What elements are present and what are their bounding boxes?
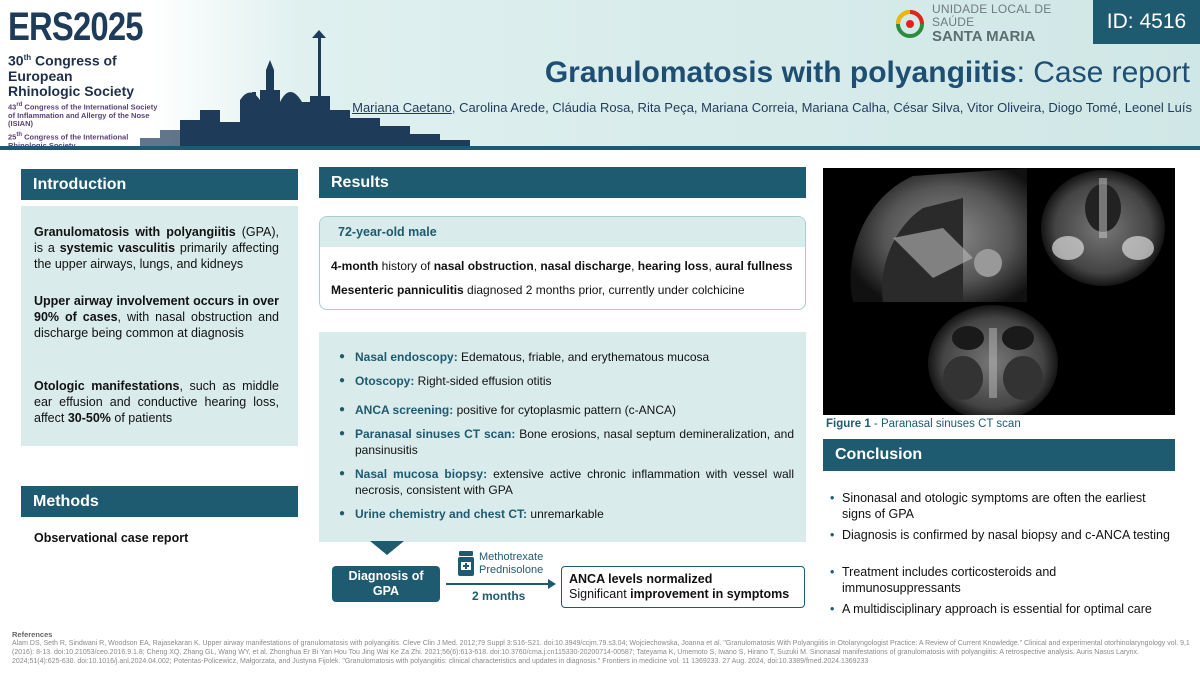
bullet-icon: •	[830, 528, 835, 542]
finding-label: Urine chemistry and chest CT:	[355, 507, 528, 521]
hospital-logo-icon	[896, 10, 924, 38]
ct-scan-figure	[823, 168, 1175, 415]
finding-item	[339, 426, 794, 458]
bullet-icon: •	[830, 602, 835, 616]
conclusion-item	[830, 601, 1175, 617]
poster-id-badge: ID: 4516	[1093, 0, 1200, 44]
hospital-logo	[896, 2, 1086, 45]
intro-p1-bold1: Granulomatosis with polyangiitis	[34, 225, 236, 239]
author-list	[352, 100, 1192, 115]
conclusion-text: Sinonasal and otologic symptoms are often the earliest signs of GPA	[842, 491, 1146, 521]
finding-text: unremarkable	[527, 507, 604, 521]
symptom-4: aural fullness	[715, 259, 793, 273]
conclusion-item	[830, 527, 1175, 543]
poster-title	[545, 56, 1190, 90]
sub2-ordinal-suffix: th	[16, 131, 23, 138]
bullet-icon: ●	[339, 508, 346, 519]
finding-label: Nasal mucosa biopsy:	[355, 467, 488, 481]
congress-ordinal-suffix: th	[23, 53, 32, 62]
finding-content	[355, 373, 552, 389]
ers-logo	[8, 6, 158, 150]
hospital-logo-text	[932, 3, 1086, 45]
finding-content	[355, 402, 676, 418]
congress-ordinal: 30	[8, 52, 24, 69]
finding-label: Nasal endoscopy:	[355, 350, 458, 364]
outcome-line2-text: Significant	[569, 587, 631, 601]
conclusion-text: A multidisciplinary approach is essential for optimal care	[842, 602, 1152, 616]
finding-label: ANCA screening:	[355, 403, 454, 417]
symptom-separator-1: ,	[533, 259, 541, 273]
sub1-text: Congress of the International Society of Inflammation and Allergy of the Nose (ISIAN)	[8, 102, 158, 129]
poster-title-rest: : Case report	[1016, 56, 1190, 89]
patient-summary-card	[319, 216, 806, 310]
bullet-icon: •	[830, 491, 835, 505]
symptom-separator-2: ,	[631, 259, 638, 273]
outcome-line1: ANCA levels normalized	[569, 572, 713, 586]
medication-1: Methotrexate	[479, 551, 544, 563]
diagnosis-box	[332, 566, 440, 602]
finding-text: extensive active chronic inflammation with vessel wall necrosis, consistent with GPA	[355, 467, 794, 497]
results-heading: Results	[319, 167, 806, 198]
sub1-ordinal: 43	[8, 102, 17, 112]
presenting-author: Mariana Caetano	[352, 100, 452, 115]
hospital-logo-line2: SANTA MARIA	[932, 28, 1036, 45]
history-duration: 4-month	[331, 259, 379, 273]
intro-paragraph-2	[34, 293, 279, 341]
finding-item	[339, 506, 794, 522]
comorbidity-name: Mesenteric panniculitis	[331, 283, 464, 297]
introduction-heading: Introduction	[21, 169, 298, 200]
treatment-medications	[479, 551, 543, 577]
methods-text: Observational case report	[34, 531, 189, 545]
sub1-ordinal-suffix: rd	[16, 101, 23, 108]
bullet-icon: ●	[339, 428, 346, 439]
methods-heading: Methods	[21, 486, 298, 517]
findings-panel	[319, 332, 806, 542]
sub2-text: Congress of the International	[24, 132, 129, 142]
sub2-ordinal: 25	[8, 132, 17, 142]
figure-caption-text: - Paranasal sinuses CT scan	[870, 418, 1021, 430]
figure-label: Figure 1	[826, 418, 871, 430]
finding-item	[339, 466, 794, 498]
finding-content	[355, 426, 794, 458]
conclusion-text: Treatment includes corticosteroids and immunosuppressants	[842, 565, 1057, 595]
finding-item	[339, 402, 794, 418]
conclusion-item	[830, 490, 1175, 522]
finding-text: positive for cytoplasmic pattern (c-ANCA)	[453, 403, 676, 417]
budapest-skyline-image	[140, 30, 470, 146]
outcome-box	[561, 566, 805, 608]
diagnosis-line2: GPA	[372, 584, 400, 598]
pill-bottle-icon	[457, 551, 475, 577]
patient-history	[320, 259, 805, 274]
diagnosis-line1: Diagnosis of	[348, 569, 424, 583]
bullet-icon: •	[830, 565, 835, 579]
treatment-duration: 2 months	[472, 589, 526, 603]
bullet-icon: ●	[339, 351, 346, 362]
finding-content	[355, 506, 604, 522]
references-text: Alam DS, Seth R, Sindwani R, Woodson EA, Rajasekaran K. Upper airway manifestations of granulomatosis with polyangiitis. Cleve Clin J Med. 2012;79 Suppl 3:S16-S21. doi:10.3949/ccjm.79.s3.04; Wojciechowska, Joanna et al. "Granulomatosis With Polyangiitis in Otolaryngologist Practice: A Review of Current Knowledge." Clinical and experimental otorhinolaryngology vol. 9,1 (2016): 8-13. doi:10.21053/ceo.2016.9.1.8; Cheng XQ, Zhang GL, Wang WY, et al. Zhonghua Er Bi Yan Hou Tou Jing Wai Ke Za Zhi. 2021;56(6):613-618. doi:10.3760/cma.j.cn115330-20200714-00587; Tateyama K, Umemoto S, Iwano S, Hirano T, Suzuki M. Sinonasal manifestations of granulomatosis with polyangiitis: A retrospective analysis. Auris Nasus Larynx. 2024;51(4):625-630. doi:10.1016/j.anl.2024.04.002; Potentas-Policewicz, Małgorzata, and Justyna Fijolek. "Granulomatosis with polyangiitis: clinical characteristics and updates in diagnosis." Frontiers in medicine vol. 11 1369233. 27 Aug. 2024, doi:10.3389/fmed.2024.1369233	[12, 640, 1190, 665]
intro-p2-text1: , with nasal obstruction and discharge being common at diagnosis	[34, 310, 279, 340]
intro-p3-bold1: Otologic manifestations	[34, 379, 180, 393]
figure-caption	[826, 418, 1021, 430]
symptom-separator-3: ,	[708, 259, 716, 273]
bullet-icon: ●	[339, 468, 346, 479]
history-text: history of	[378, 259, 434, 273]
congress-name	[8, 50, 158, 99]
patient-comorbidity	[320, 283, 805, 298]
symptom-2: nasal discharge	[540, 259, 632, 273]
hospital-logo-line1: UNIDADE LOCAL DE SAÚDE	[932, 2, 1052, 29]
finding-label: Paranasal sinuses CT scan:	[355, 427, 516, 441]
symptom-1: nasal obstruction	[433, 259, 534, 273]
ers-title: ERS2025	[8, 5, 143, 49]
symptom-3: hearing loss	[637, 259, 709, 273]
finding-text: Bone erosions, nasal septum demineralization, and pansinusitis	[355, 427, 794, 457]
congress-line1: Congress of European	[8, 52, 117, 84]
conclusion-text: Diagnosis is confirmed by nasal biopsy and c-ANCA testing	[842, 528, 1170, 542]
intro-paragraph-3	[34, 378, 279, 426]
down-arrow-icon	[370, 541, 404, 555]
finding-label: Otoscopy:	[355, 374, 415, 388]
right-arrow-icon	[446, 583, 554, 585]
medication-2: Prednisolone	[479, 564, 544, 576]
intro-p1-bold2: systemic vasculitis	[59, 241, 176, 255]
comorbidity-text: diagnosed 2 months prior, currently under colchicine	[463, 283, 745, 297]
finding-content	[355, 349, 709, 365]
intro-p1-text2: primarily affecting the upper airways, lungs, and kidneys	[34, 241, 279, 271]
intro-p1-text1: (GPA), is a	[34, 225, 279, 255]
bullet-icon: ●	[339, 375, 346, 386]
congress-sub1	[8, 101, 158, 129]
patient-demographics: 72-year-old male	[320, 217, 805, 247]
references-heading: References	[12, 630, 53, 639]
references	[12, 630, 1190, 666]
finding-item	[339, 373, 794, 389]
ct-scan-image	[823, 168, 1175, 415]
finding-text: Right-sided effusion otitis	[414, 374, 552, 388]
finding-text: Edematous, friable, and erythematous mucosa	[457, 350, 710, 364]
intro-p2-bold1: Upper airway involvement occurs in over 90% of cases	[34, 294, 279, 324]
finding-item	[339, 349, 794, 365]
co-authors: , Carolina Arede, Cláudia Rosa, Rita Peça, Mariana Correia, Mariana Calha, César Silva, Vitor Oliveira, Diogo Tomé, Leonel Luís	[451, 100, 1192, 115]
congress-line2: Rhinologic Society	[8, 82, 135, 99]
finding-content	[355, 466, 794, 498]
outcome-line2-bold: improvement in symptoms	[630, 587, 790, 601]
intro-p3-bold2: 30-50%	[67, 411, 111, 425]
conclusion-item	[830, 564, 1175, 596]
header-divider	[0, 146, 1200, 150]
conclusion-heading: Conclusion	[823, 439, 1175, 471]
intro-p3-text1: , such as middle ear effusion and conductive hearing loss, affect	[34, 379, 279, 425]
intro-p3-text2: of patients	[110, 411, 173, 425]
poster-header	[0, 0, 1200, 146]
poster-title-bold: Granulomatosis with polyangiitis	[544, 56, 1017, 89]
outcome-line2	[569, 587, 797, 602]
intro-paragraph-1	[34, 224, 279, 272]
bullet-icon: ●	[339, 404, 346, 415]
